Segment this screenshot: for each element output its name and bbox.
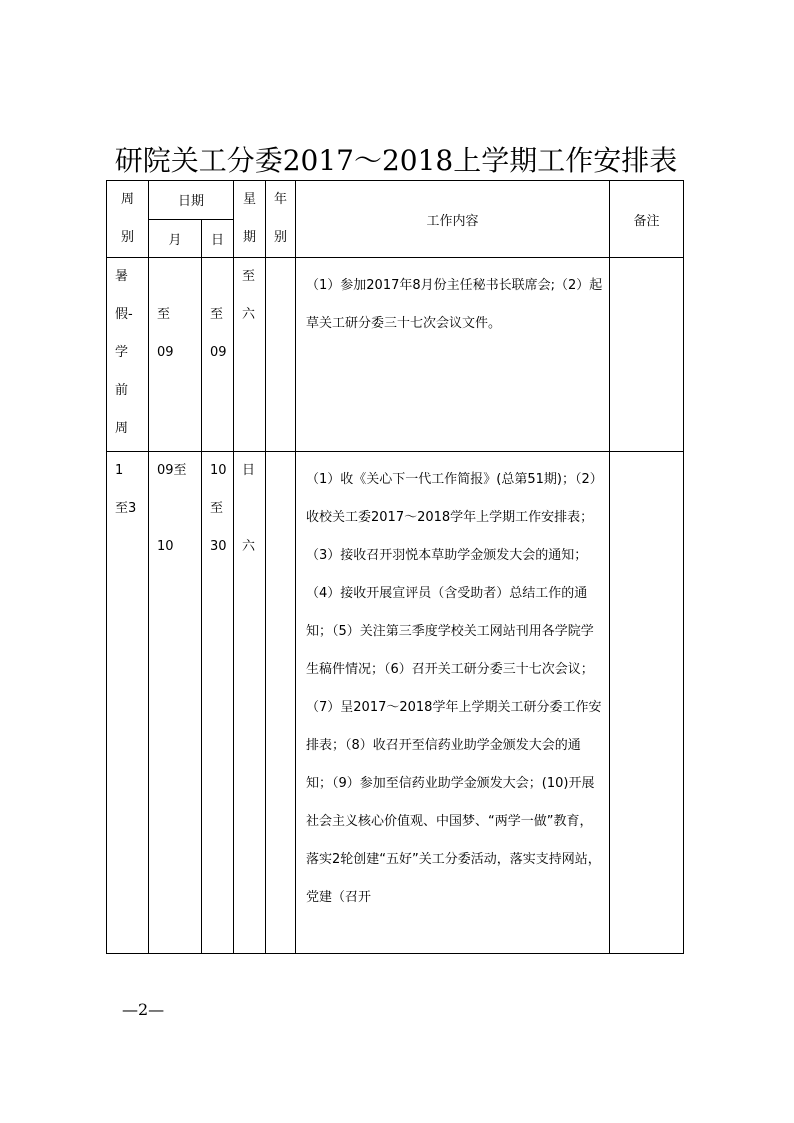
year-cell	[266, 452, 296, 954]
header-remark: 备注	[610, 181, 684, 258]
weekday-cell: 日 六	[234, 452, 266, 954]
table-row	[107, 452, 684, 954]
weekday-cell: 至 六	[234, 258, 266, 452]
year-cell	[266, 258, 296, 452]
header-day: 日	[202, 219, 234, 258]
day-cell: 10 至 30	[202, 452, 234, 954]
header-year: 年 别	[266, 181, 296, 258]
day-cell: 至 09	[202, 258, 234, 452]
header-content: 工作内容	[296, 181, 610, 258]
header-weekday: 星 期	[234, 181, 266, 258]
header-month: 月	[149, 219, 202, 258]
week-cell: 1 至3	[107, 452, 149, 954]
page-number: —2—	[122, 1000, 165, 1019]
remark-cell	[610, 452, 684, 954]
schedule-table	[106, 180, 684, 954]
header-date: 日期	[149, 181, 234, 220]
remark-cell	[610, 258, 684, 452]
page-title: 研院关工分委2017～2018上学期工作安排表	[114, 144, 678, 177]
header-week: 周 别	[107, 181, 149, 258]
content-cell: （1）参加2017年8月份主任秘书长联席会;（2）起草关工研分委三十七次会议文件。	[296, 258, 610, 452]
table-row	[107, 258, 684, 452]
content-cell: （1）收《关心下一代工作简报》(总第51期)；（2）收校关工委2017～2018学年上学期工作安排表；（3）接收召开羽悦本草助学金颁发大会的通知；（4）接收开展宣评员（含受助者）总结工作的通知；（5）关注第三季度学校关工网站刊用各学院学生稿件情况；（6）召开关工研分委三十七次会议；（7）呈2017～2018学年上学期关工研分委工作安排表；（8）收召开至信药业助学金颁发大会的通知；（9）参加至信药业助学金颁发大会；(10)开展社会主义核心价值观、中国梦、“两学一做”教育，落实2轮创建“五好”关工分委活动，落实支持网站，党建（召开	[296, 452, 610, 954]
week-cell: 暑 假- 学 前 周	[107, 258, 149, 452]
month-cell: 至 09	[149, 258, 202, 452]
month-cell: 09至 10	[149, 452, 202, 954]
